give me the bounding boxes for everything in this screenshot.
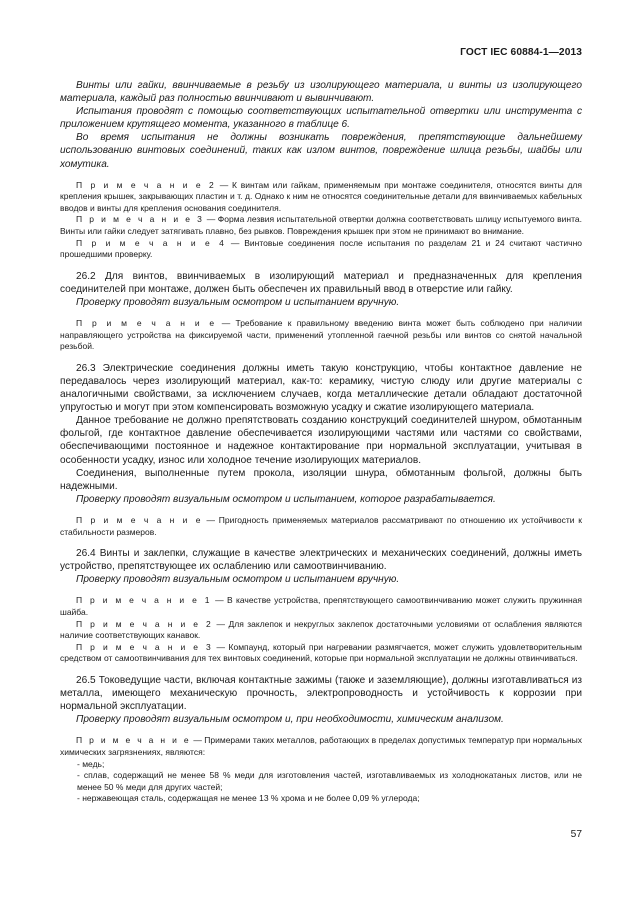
list-item: - сплав, содержащий не менее 58 % меди для изготовления частей, изготавливаемых из холоднокатаных листов, или не менее 50 % меди для других частей; <box>77 770 582 792</box>
note-text: — Для заклепок и некруглых заклепок достаточными условиями от ослабления являются наличие соответствующих канавок. <box>60 618 582 641</box>
clause-26-4-check: Проверку проводят визуальным осмотром и испытанием вручную. <box>76 574 400 586</box>
note-4 <box>60 238 582 261</box>
note-26-2 <box>60 318 582 353</box>
note-label: П р и м е ч а н и е 1 <box>76 595 212 606</box>
note-label: П р и м е ч а н и е <box>76 735 191 746</box>
list-item: - медь; <box>77 758 105 769</box>
clause-26-5-check: Проверку проводят визуальным осмотром и, при необходимости, химическим анализом. <box>76 714 504 726</box>
note-26-5 <box>60 735 582 758</box>
clause-26-5: 26.5 Токоведущие части, включая контактные зажимы (также и заземляющие), должны изготавливаться из металла, имеющего механическую прочность, электропроводность и устойчивость к коррозии при нормальной эксплуатации. <box>60 674 582 713</box>
note-text: — Форма лезвия испытательной отвертки должна соответствовать шлицу испытуемого винта. Винты или гайки следует затягивать плавно, без рывков. Повреждения крышек при этом не принимают во внимание. <box>60 214 582 237</box>
note-26-4-2 <box>60 619 582 642</box>
note-label: П р и м е ч а н и е <box>76 514 203 525</box>
note-text: — Требование к правильному введению винта может быть соблюдено при наличии направляющего устройства на фиксируемой части, применений утопленной гаечной резьбы или винтов со снятой начальной резьбой. <box>60 318 582 352</box>
standard-header: ГОСТ IEC 60884-1—2013 <box>460 47 582 58</box>
note-label: П р и м е ч а н и е 3 <box>76 214 205 225</box>
clause-26-3-c: Соединения, выполненные путем прокола, изоляции шнура, обмотанным фольгой, должны быть надежными. <box>60 467 582 492</box>
clause-26-4: 26.4 Винты и заклепки, служащие в качестве электрических и механических соединений, должны иметь устройство, препятствующее их ослаблению или самоотвинчиванию. <box>60 548 582 573</box>
paragraph-screws-insulating: Винты или гайки, ввинчиваемые в резьбу из изолирующего материала, и винты из изолирующего материала, каждый раз полностью ввинчивают и вывинчивают. <box>60 80 582 105</box>
paragraph-test-tool: Испытания проводят с помощью соответствующих испытательной отвертки или инструмента с приложением крутящего момента, указанного в таблице 6. <box>60 106 582 131</box>
note-label: П р и м е ч а н и е 2 <box>76 618 214 629</box>
document-body <box>60 79 582 805</box>
note-text: — Примерами таких металлов, работающих в пределах допустимых температур при нормальных химических загрязнениях, являются: <box>60 735 582 757</box>
list-item: - нержавеющая сталь, содержащая не менее 13 % хрома и не более 0,09 % углерода; <box>77 793 420 804</box>
clause-26-2: 26.2 Для винтов, ввинчиваемых в изолирующий материал и предназначенных для крепления соединителей при монтаже, должен быть обеспечен их правильный ввод в отверстие или гайку. <box>60 270 582 295</box>
clause-26-2-check: Проверку проводят визуальным осмотром и испытанием вручную. <box>76 297 400 308</box>
note-text: — В качестве устройства, препятствующего самоотвинчиванию может служить пружинная шайба. <box>60 595 583 617</box>
note-26-3 <box>60 515 582 538</box>
clause-26-3-check: Проверку проводят визуальным осмотром и испытанием, которое разрабатывается. <box>76 493 496 505</box>
clause-26-3: 26.3 Электрические соединения должны иметь такую конструкцию, чтобы контактное давление не передавалось через изолирующий материал, как-то: керамику, чистую слюду или другие материалы с аналогичными свойствами, за исключением случаев, когда металлические детали обладают достаточной упругостью и могут при этом компенсировать возможную усадку и сжатие изолирующего материала. <box>60 362 582 414</box>
note-label: П р и м е ч а н и е 2 <box>76 179 217 190</box>
clause-26-3-b: Данное требование не должно препятствовать созданию конструкций соединителей шнуром, обмотанным фольгой, где контактное давление обеспечивается изолирующими частями или частями со свойствами, обеспечивающими постоянное и надежное контактирование при нормальной эксплуатации, учитывая в особенности усадку, износ или холодное течение изолирующих материалов. <box>60 415 582 466</box>
note-label: П р и м е ч а н и е <box>76 318 217 329</box>
note-text: — К винтам или гайкам, применяемым при монтаже соединителя, относятся винты для крепления крышек, закрывающих пластин и т. д. Однако к ним не относятся соединительные детали для ввинчиваемых кабельных вводов и винты для крепления основания соединителя. <box>60 179 582 213</box>
note-26-4-1 <box>60 595 582 618</box>
note-2 <box>60 180 582 215</box>
paragraph-no-damage: Во время испытания не должны возникать повреждения, препятствующие дальнейшему использованию винтовых соединений, таких как излом винтов, повреждение шлица резьбы, шайбы или хомутика. <box>60 132 582 170</box>
note-label: П р и м е ч а н и е 4 <box>76 237 227 248</box>
note-26-4-3 <box>60 642 582 665</box>
note-text: — Компаунд, который при нагревании размягчается, может служить удовлетворительным средством от самоотвинчивания для тех винтовых соединений, которые при нормальной эксплуатации не должны отвинчиваться. <box>60 641 582 664</box>
page-number: 57 <box>570 829 582 840</box>
note-3 <box>60 214 582 237</box>
note-text: — Винтовые соединения после испытания по разделам 21 и 24 считают частично прошедшими проверку. <box>60 237 583 260</box>
note-label: П р и м е ч а н и е 3 <box>76 641 214 652</box>
note-text: — Пригодность применяемых материалов рассматривают по отношению их устойчивости к стабильности размеров. <box>60 514 582 537</box>
